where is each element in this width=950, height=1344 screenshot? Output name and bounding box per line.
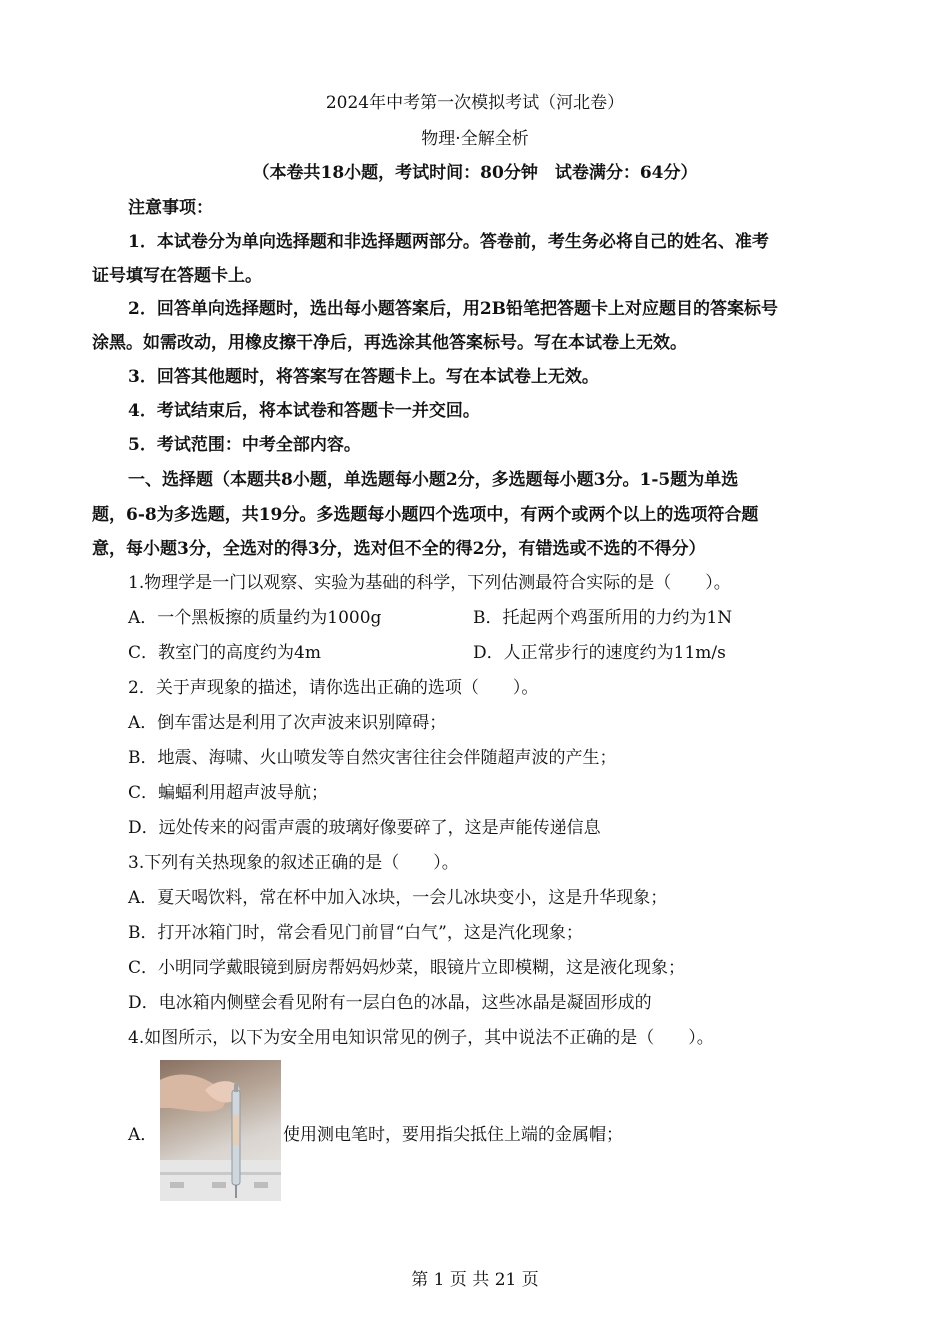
question-2-option-c: C．蝙蝠利用超声波导航； [128, 783, 329, 803]
exam-subtitle: 物理·全解全析 [421, 129, 529, 149]
exam-info: （本卷共18小题，考试时间：80分钟 试卷满分：64分） [252, 163, 698, 183]
question-1-option-a: A．一个黑板擦的质量约为1000g [128, 608, 382, 628]
question-3-option-d: D．电冰箱内侧壁会看见附有一层白色的冰晶，这些冰晶是凝固形成的 [128, 993, 652, 1013]
question-1-stem: 1.物理学是一门以观察、实验为基础的科学，下列估测最符合实际的是（ ）。 [128, 573, 731, 593]
question-1-option-d: D．人正常步行的速度约为11m/s [473, 643, 726, 663]
question-4-option-a-label: A． [128, 1125, 158, 1145]
question-1-option-c: C．教室门的高度约为4m [128, 643, 321, 663]
test-pen-photo [160, 1060, 281, 1201]
question-2-option-b: B．地震、海啸、火山喷发等自然灾害往往会伴随超声波的产生； [128, 748, 617, 768]
section-1-line-3: 意，每小题3分，全选对的得3分，选对但不全的得2分，有错选或不选的不得分） [92, 539, 706, 559]
question-4-option-a-text: 使用测电笔时，要用指尖抵住上端的金属帽； [283, 1125, 623, 1145]
question-3-option-a: A．夏天喝饮料，常在杯中加入冰块，一会儿冰块变小，这是升华现象； [128, 888, 668, 908]
notice-item-5: 5．考试范围：中考全部内容。 [128, 435, 361, 455]
question-3-option-c: C．小明同学戴眼镜到厨房帮妈妈炒菜，眼镜片立即模糊，这是液化现象； [128, 958, 686, 978]
notice-heading: 注意事项： [128, 198, 213, 218]
notice-item-2-line-1: 2．回答单向选择题时，选出每小题答案后，用2B铅笔把答题卡上对应题目的答案标号 [128, 299, 779, 319]
notice-item-3: 3．回答其他题时，将答案写在答题卡上。写在本试卷上无效。 [128, 367, 599, 387]
question-3-option-b: B．打开冰箱门时，常会看见门前冒“白气”，这是汽化现象； [128, 923, 583, 943]
page-footer: 第 1 页 共 21 页 [411, 1270, 539, 1290]
notice-item-1-line-1: 1．本试卷分为单向选择题和非选择题两部分。答卷前，考生务必将自己的姓名、准考 [128, 232, 769, 252]
section-1-line-2: 题，6-8为多选题，共19分。多选题每小题四个选项中，有两个或两个以上的选项符合题 [92, 505, 759, 525]
question-3-stem: 3.下列有关热现象的叙述正确的是（ ）。 [128, 853, 459, 873]
question-2-option-a: A．倒车雷达是利用了次声波来识别障碍； [128, 713, 447, 733]
question-1-option-b: B．托起两个鸡蛋所用的力约为1N [473, 608, 733, 628]
test-pen-illustration [160, 1060, 281, 1201]
question-4-stem: 4.如图所示，以下为安全用电知识常见的例子，其中说法不正确的是（ ）。 [128, 1028, 714, 1048]
question-2-option-d: D．远处传来的闷雷声震的玻璃好像要碎了，这是声能传递信息 [128, 818, 601, 838]
notice-item-1-line-2: 证号填写在答题卡上。 [92, 266, 262, 286]
notice-item-4: 4．考试结束后，将本试卷和答题卡一并交回。 [128, 401, 480, 421]
section-1-line-1: 一、选择题（本题共8小题，单选题每小题2分，多选题每小题3分。1-5题为单选 [128, 470, 739, 490]
exam-title: 2024年中考第一次模拟考试（河北卷） [325, 93, 625, 113]
notice-item-2-line-2: 涂黑。如需改动，用橡皮擦干净后，再选涂其他答案标号。写在本试卷上无效。 [92, 333, 687, 353]
question-2-stem: 2．关于声现象的描述，请你选出正确的选项（ ）。 [128, 678, 539, 698]
